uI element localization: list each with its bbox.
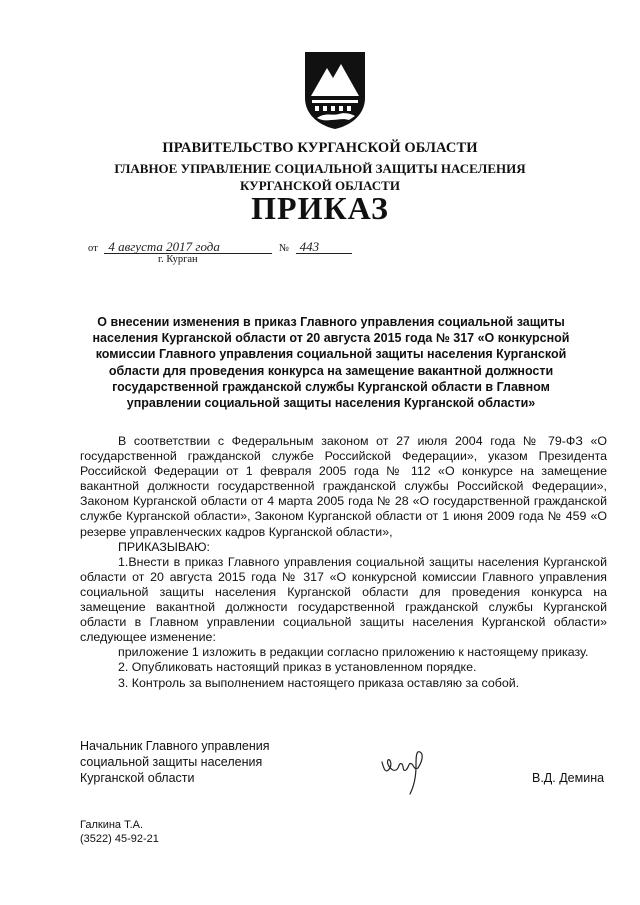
handwritten-number: 443 (296, 240, 352, 254)
department-line-1: ГЛАВНОЕ УПРАВЛЕНИЕ СОЦИАЛЬНОЙ ЗАЩИТЫ НАСЕЛЕНИЯ (114, 161, 526, 176)
government-name: ПРАВИТЕЛЬСТВО КУРГАНСКОЙ ОБЛАСТИ (162, 140, 478, 156)
executor-info (80, 818, 159, 846)
order-keyword: ПРИКАЗЫВАЮ: (118, 539, 210, 554)
preamble-paragraph: В соответствии с Федеральным законом от 27 июля 2004 года № 79-ФЗ «О государственной гражданской службе Российской Федерации», указом Президента Российской Федерации от 1 февраля 2005 года № 112 «О конкурсе на замещение вакантной должности государственной гражданской службы Российской Федерации», Законом Курганской области от 4 марта 2005 года № 28 «О государственной гражданской службе Курганской области», Законом Курганской области от 1 июня 2009 года № 459 «О резерве управленческих кадров Курганской области», (80, 434, 607, 539)
executor-phone: (3522) 45-92-21 (80, 833, 159, 845)
executor-name: Галкина Т.А. (80, 819, 144, 831)
handwritten-signature (378, 748, 428, 796)
clause-1: 1.Внести в приказ Главного управления социальной защиты населения Курганской области от 20 августа 2015 года № 317 «О конкурсной комиссии Главного управления социальной защиты населения Курганской области для проведения конкурса на замещение вакантной должности государственной гражданской службы Курганской области в Главном управлении социальной защиты населения Курганской области» следующее изменение: (80, 554, 607, 645)
signatory-name: В.Д. Демина (532, 771, 605, 785)
signatory-line-3: Курганской области (80, 771, 195, 785)
signatory-line-1: Начальник Главного управления (80, 739, 270, 753)
signatory-position (80, 738, 270, 786)
order-body (80, 434, 607, 691)
clause-2: 2. Опубликовать настоящий приказ в установленном порядке. (118, 660, 477, 675)
department-line-2: КУРГАНСКОЙ ОБЛАСТИ (240, 178, 400, 193)
department-name (0, 160, 640, 194)
number-label: № (278, 243, 289, 254)
order-subject: О внесении изменения в приказ Главного управления социальной защиты населения Курганской области от 20 августа 2015 года № 317 «О конкурсной комиссии Главного управления социальной защиты населения Курганской области для проведения конкурса на замещение вакантной должности государственной гражданской службы Курганской области в Главном управлении социальной защиты населения Курганской области» (92, 315, 570, 411)
clause-3: 3. Контроль за выполнением настоящего приказа оставляю за собой. (118, 675, 520, 690)
coat-of-arms-emblem (303, 50, 367, 130)
signatory-line-2: социальной защиты населения (80, 755, 263, 769)
clause-1-change: приложение 1 изложить в редакции согласно приложению к настоящему приказу. (118, 645, 589, 660)
city-label: г. Курган (158, 254, 198, 265)
document-title: ПРИКАЗ (251, 190, 389, 226)
date-number-line (88, 240, 356, 254)
date-from-label: от (88, 243, 98, 254)
handwritten-date: 4 августа 2017 года (104, 240, 272, 254)
